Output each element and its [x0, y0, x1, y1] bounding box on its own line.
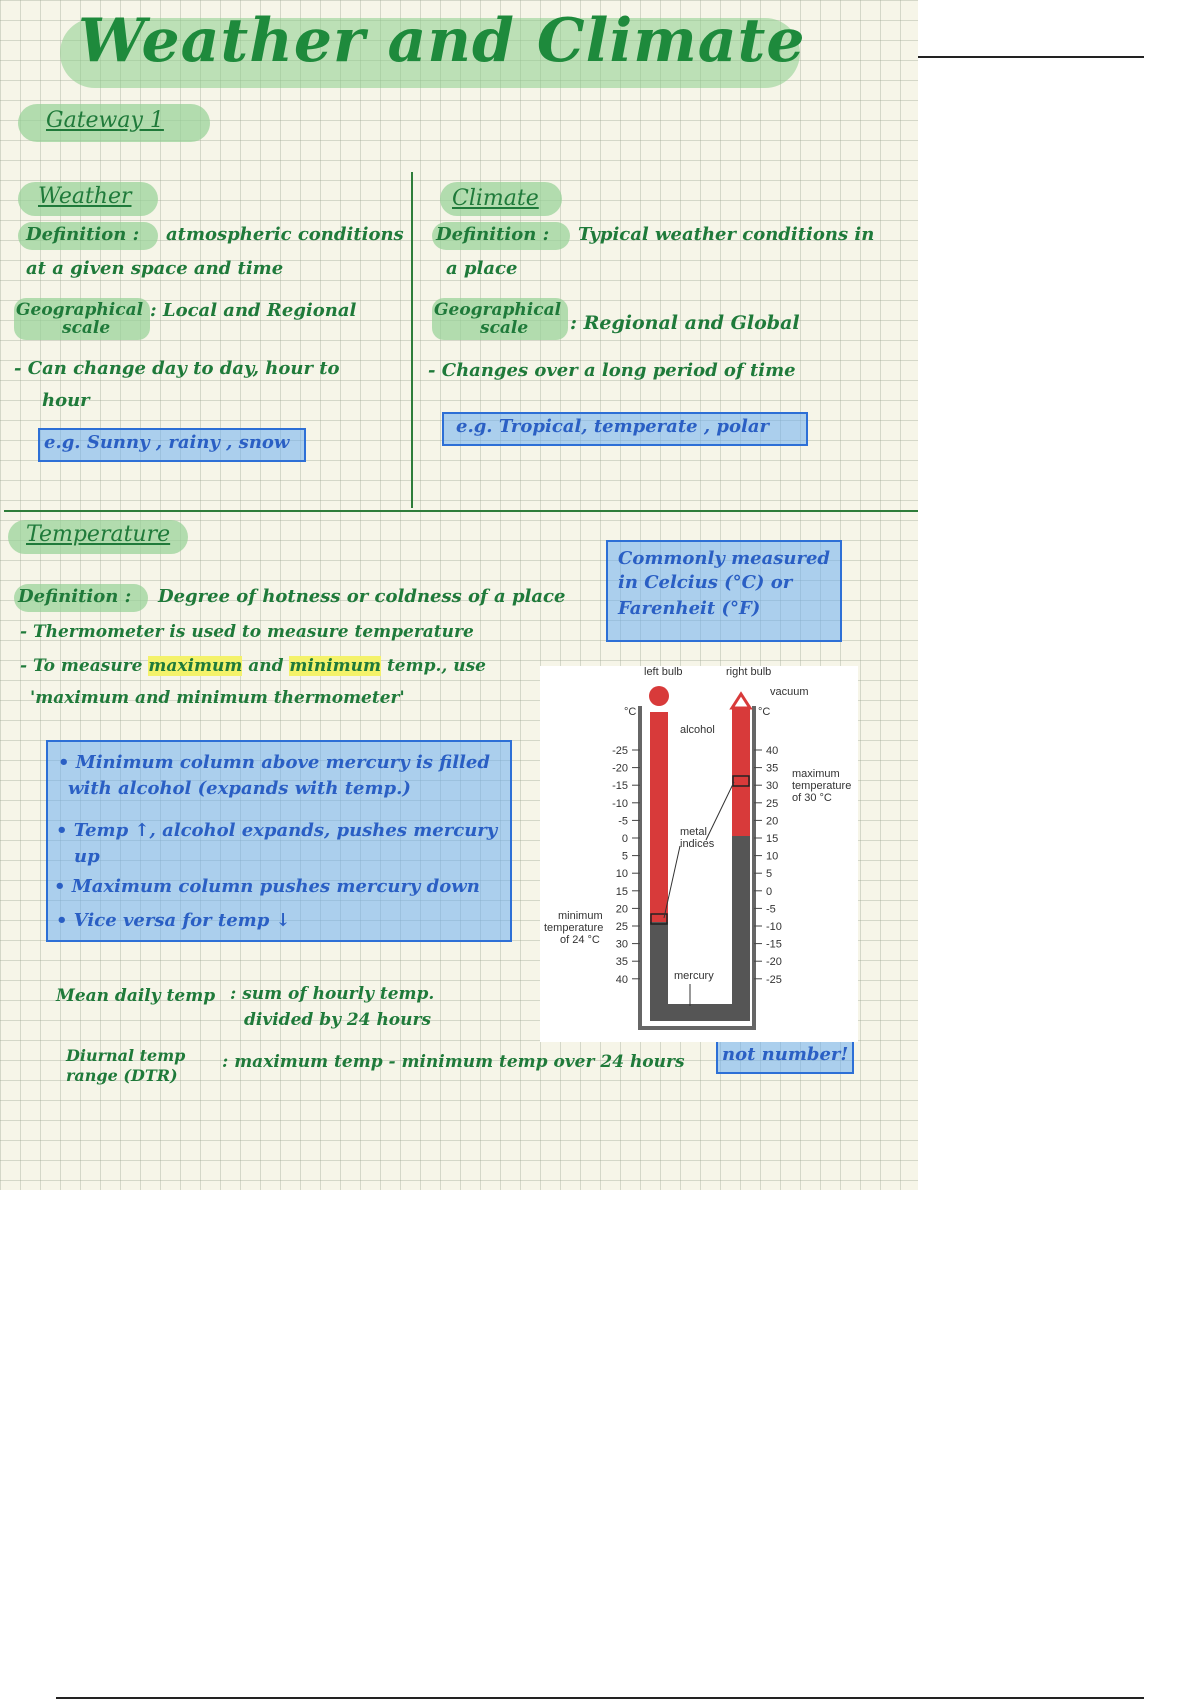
right-unit-label: °C: [758, 706, 771, 718]
bullet2-and: and: [248, 656, 284, 676]
right-scale-label: -10: [766, 921, 782, 933]
weather-def-label: Definition :: [26, 224, 140, 245]
climate-change-line1: - Changes over a long period of time: [428, 360, 796, 381]
measured-line3: Farenheit (°F): [618, 598, 761, 619]
section-divider: [4, 510, 918, 512]
right-scale-label: 5: [766, 868, 773, 881]
left-unit-label: °C: [624, 706, 637, 718]
climate-geo-label1: Geographical: [434, 300, 562, 320]
column-divider: [411, 172, 413, 508]
box-line-6: • Vice versa for temp ↓: [56, 910, 291, 931]
box-line-2: with alcohol (expands with temp.): [68, 778, 411, 799]
right-scale-label: 20: [766, 815, 779, 828]
weather-geo-label1: Geographical: [16, 300, 144, 320]
bullet2-maximum: maximum: [148, 656, 243, 676]
mean-daily-value2: divided by 24 hours: [244, 1010, 432, 1030]
index-pointer-right: [706, 782, 734, 840]
weather-change-line1: - Can change day to day, hour to: [14, 358, 340, 379]
right-scale-label: 35: [766, 762, 779, 775]
mercury-label: mercury: [674, 970, 714, 982]
left-scale-label: 30: [615, 938, 628, 951]
max-label-1: maximum: [792, 768, 840, 780]
left-scale-label: 15: [615, 885, 628, 898]
right-scale-label: -5: [766, 903, 776, 916]
box-line-1: • Minimum column above mercury is filled: [58, 752, 490, 773]
left-scale-label: 0: [621, 833, 628, 845]
weather-example: e.g. Sunny , rainy , snow: [44, 432, 290, 453]
temperature-bullet2: [20, 656, 486, 676]
indices-label: indices: [680, 838, 715, 850]
left-scale-label: 40: [615, 973, 628, 986]
left-bulb-label: left bulb: [644, 666, 683, 678]
left-scale-ticks: [612, 745, 640, 986]
box-line-5: • Maximum column pushes mercury down: [54, 876, 480, 897]
min-label-1: minimum: [558, 910, 603, 922]
thermometer-svg: [540, 666, 858, 1042]
bottom-rule-line: [56, 1697, 1144, 1699]
min-label-2: temperature: [544, 922, 604, 934]
climate-def-line1: Typical weather conditions in: [578, 224, 875, 245]
right-alcohol-column: [732, 708, 750, 836]
left-scale-label: 25: [615, 921, 628, 933]
right-scale-label: 40: [766, 745, 779, 757]
vacuum-label: vacuum: [770, 686, 809, 698]
climate-geo-label2: scale: [480, 318, 529, 338]
climate-def-line2: a place: [446, 258, 518, 279]
temperature-heading: Temperature: [26, 522, 171, 547]
left-scale-label: -15: [612, 780, 628, 793]
dtr-label2: range (DTR): [66, 1066, 178, 1085]
left-scale-label: 5: [621, 850, 628, 863]
top-rule-line: [918, 56, 1144, 58]
temperature-def-text: Degree of hotness or coldness of a place: [158, 586, 566, 607]
min-label-3: of 24 °C: [560, 934, 600, 946]
climate-def-label: Definition :: [436, 224, 550, 245]
left-scale-label: 10: [615, 868, 628, 881]
temperature-def-label: Definition :: [18, 586, 132, 607]
left-bulb: [649, 686, 669, 706]
temperature-bullet2-line2: 'maximum and minimum thermometer': [30, 688, 405, 708]
bullet2-pre: - To measure: [20, 656, 143, 676]
page-title: Weather and Climate: [78, 6, 806, 76]
bullet2-post: temp., use: [386, 656, 486, 676]
right-scale-label: 30: [766, 780, 779, 793]
dtr-label1: Diurnal temp: [66, 1046, 186, 1065]
max-label-2: temperature: [792, 780, 852, 792]
right-scale-label: 25: [766, 797, 779, 810]
weather-def-line1: atmospheric conditions: [166, 224, 404, 245]
bullet2-minimum: minimum: [289, 656, 382, 676]
metal-label: metal: [680, 826, 707, 838]
climate-heading: Climate: [452, 186, 539, 211]
left-scale-label: -10: [612, 797, 628, 810]
right-scale-label: -15: [766, 938, 782, 951]
right-scale-label: 10: [766, 850, 779, 863]
dtr-value: : maximum temp - minimum temp over 24 hours: [222, 1052, 685, 1072]
right-scale-label: 0: [766, 885, 773, 898]
weather-geo-label2: scale: [62, 318, 111, 338]
right-bulb-label: right bulb: [726, 666, 772, 678]
measured-line1: Commonly measured: [618, 548, 830, 569]
right-bulb: [732, 694, 750, 708]
measured-line2: in Celcius (°C) or: [618, 572, 793, 593]
weather-def-line2: at a given space and time: [26, 258, 284, 279]
gateway-label: Gateway 1: [46, 108, 164, 133]
right-mercury: [732, 836, 750, 1021]
max-label-3: of 30 °C: [792, 792, 832, 804]
weather-heading: Weather: [38, 184, 132, 209]
weather-geo-value: : Local and Regional: [150, 300, 357, 321]
left-alcohol-column: [650, 712, 668, 922]
mean-daily-value1: : sum of hourly temp.: [230, 984, 435, 1004]
alcohol-label: alcohol: [680, 724, 715, 736]
mean-daily-label: Mean daily temp: [56, 986, 216, 1006]
climate-example: e.g. Tropical, temperate , polar: [456, 416, 769, 437]
left-scale-label: -20: [612, 762, 628, 775]
weather-change-line2: hour: [42, 390, 90, 411]
right-scale-label: 15: [766, 833, 779, 845]
max-min-thermometer-diagram: [540, 666, 858, 1042]
right-scale-label: -25: [766, 973, 782, 986]
left-scale-label: 35: [615, 956, 628, 969]
dtr-note: not number!: [722, 1044, 849, 1065]
climate-geo-value: : Regional and Global: [570, 312, 800, 334]
box-line-3: • Temp ↑, alcohol expands, pushes mercury: [56, 820, 498, 841]
box-line-4: up: [74, 846, 100, 867]
temperature-bullet1: - Thermometer is used to measure temperature: [20, 622, 474, 642]
left-scale-label: -25: [612, 745, 628, 757]
right-scale-ticks: [754, 745, 782, 986]
left-scale-label: -5: [618, 815, 628, 828]
left-scale-label: 20: [615, 903, 628, 916]
right-scale-label: -20: [766, 956, 782, 969]
